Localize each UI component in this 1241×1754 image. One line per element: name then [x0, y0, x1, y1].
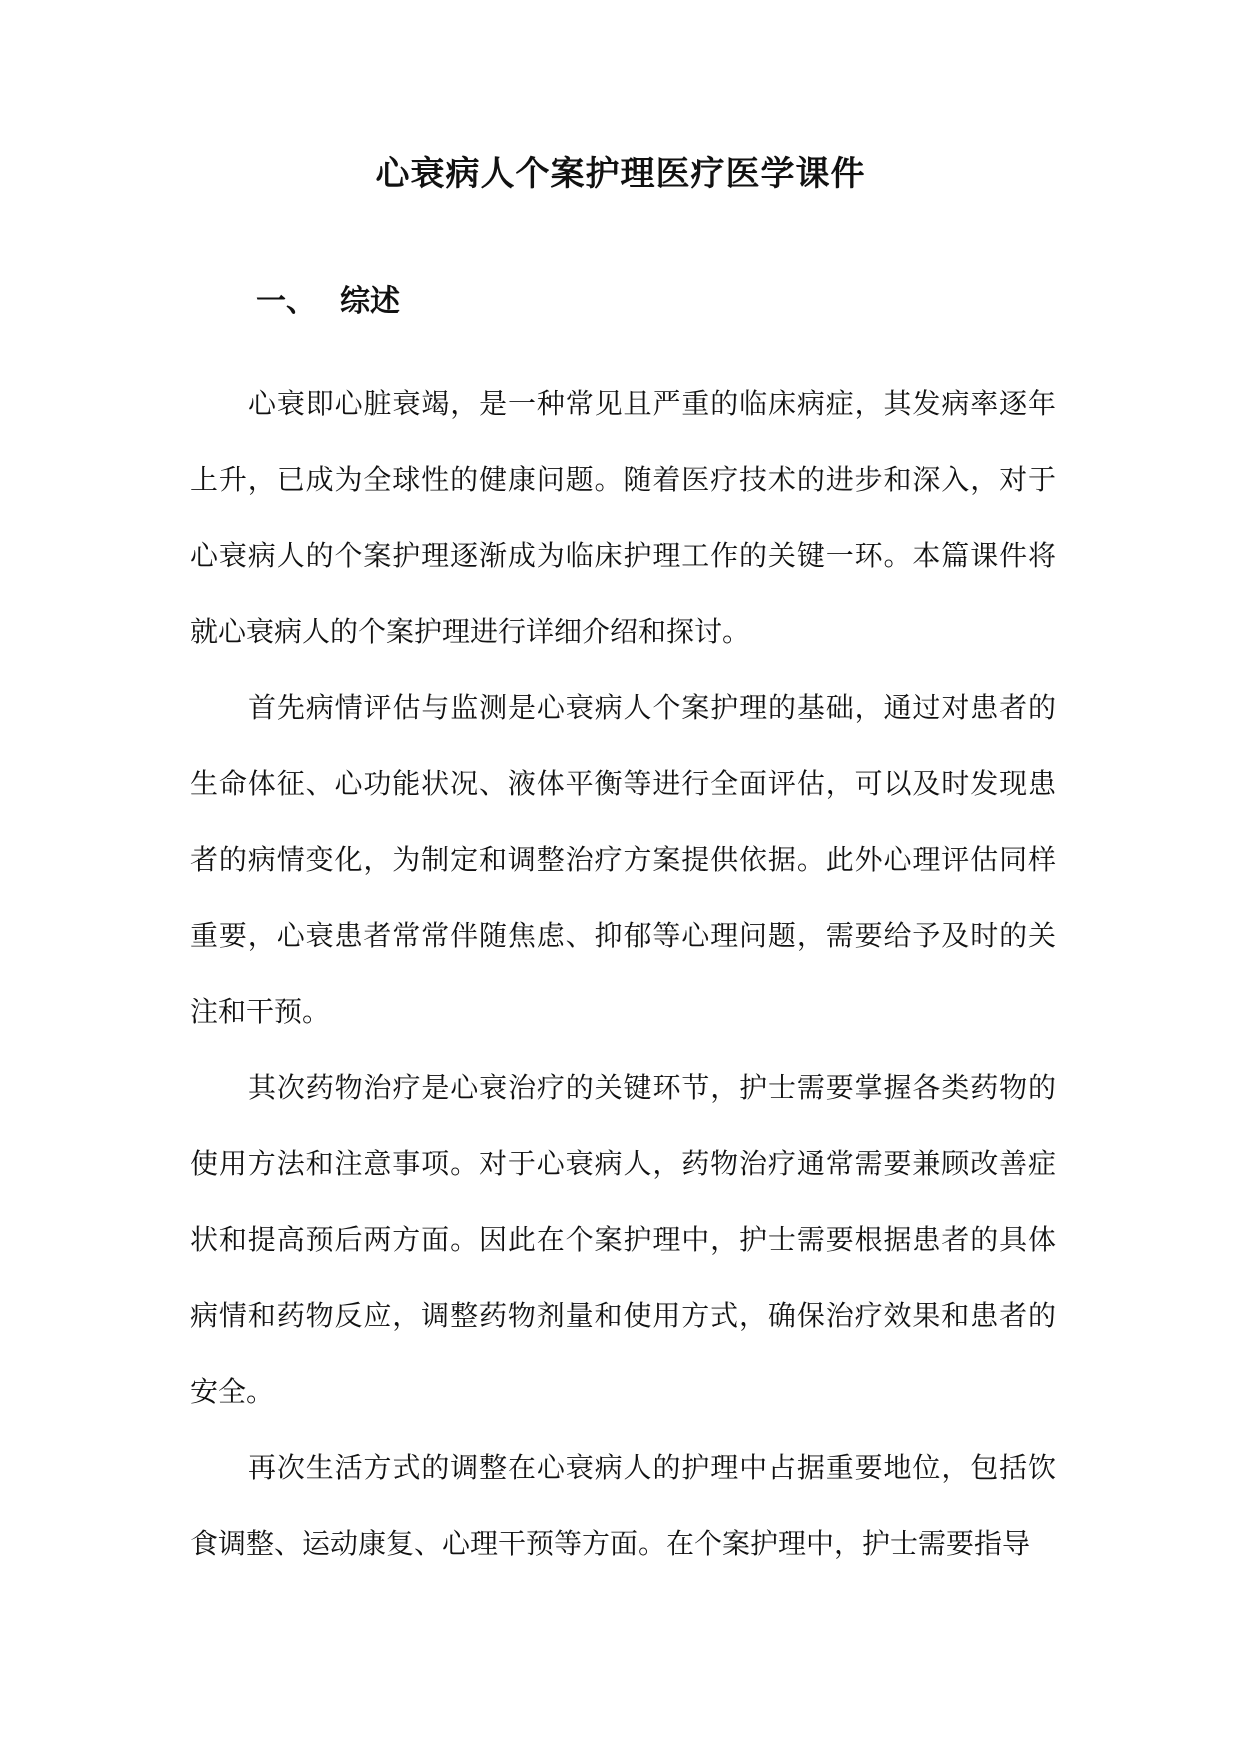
section-heading	[256, 280, 400, 324]
section-number: 一、	[256, 284, 316, 319]
body-text	[190, 366, 1056, 1582]
paragraph-assessment: 首先病情评估与监测是心衰病人个案护理的基础，通过对患者的生命体征、心功能状况、液体平衡等进行全面评估，可以及时发现患者的病情变化，为制定和调整治疗方案提供依据。此外心理评估同样重要，心衰患者常常伴随焦虑、抑郁等心理问题，需要给予及时的关注和干预。	[190, 691, 1056, 1028]
paragraph-overview: 心衰即心脏衰竭，是一种常见且严重的临床病症，其发病率逐年上升，已成为全球性的健康问题。随着医疗技术的进步和深入，对于心衰病人的个案护理逐渐成为临床护理工作的关键一环。本篇课件将就心衰病人的个案护理进行详细介绍和探讨。	[190, 387, 1056, 648]
document-title: 心衰病人个案护理医疗医学课件	[375, 154, 866, 194]
section-heading-text: 综述	[340, 284, 400, 319]
paragraph-lifestyle: 再次生活方式的调整在心衰病人的护理中占据重要地位，包括饮食调整、运动康复、心理干预等方面。在个案护理中，护士需要指导	[190, 1451, 1056, 1560]
paragraph-medication: 其次药物治疗是心衰治疗的关键环节，护士需要掌握各类药物的使用方法和注意事项。对于心衰病人，药物治疗通常需要兼顾改善症状和提高预后两方面。因此在个案护理中，护士需要根据患者的具体病情和药物反应，调整药物剂量和使用方式，确保治疗效果和患者的安全。	[190, 1071, 1056, 1408]
